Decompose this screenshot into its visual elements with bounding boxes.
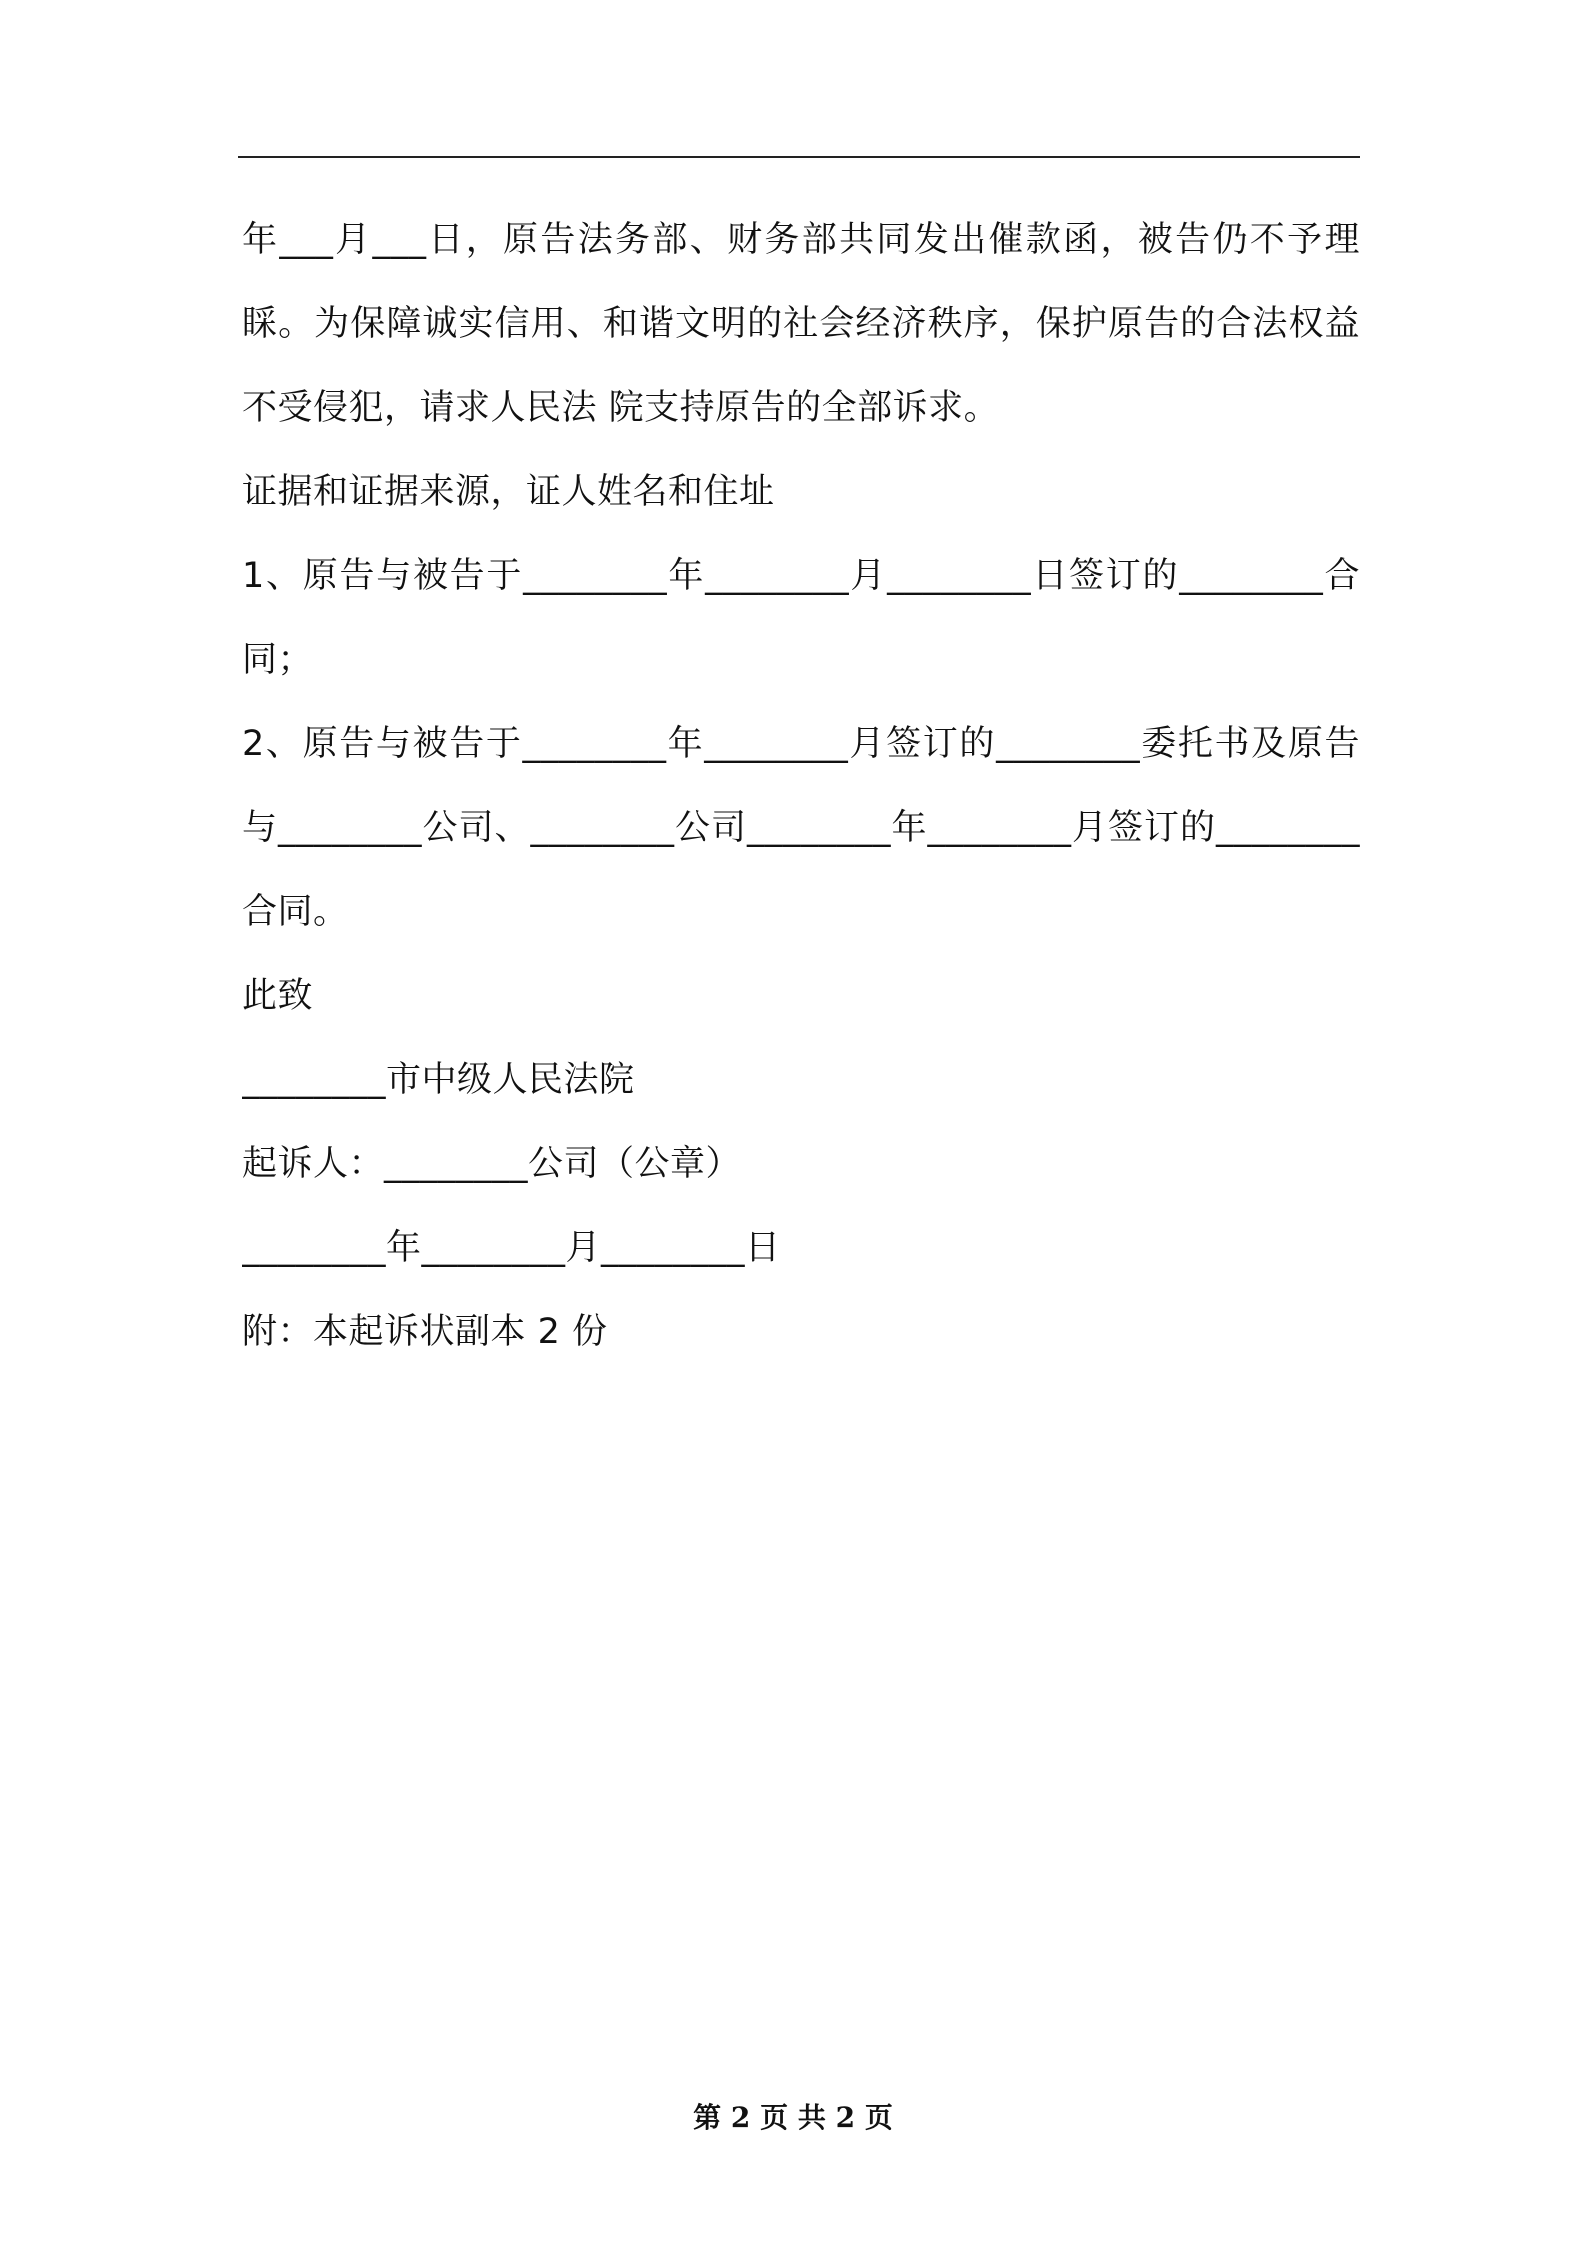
paragraph-evidence-heading: 证据和证据来源，证人姓名和住址 bbox=[242, 472, 775, 512]
page-number-footer: 第 2 页 共 2 页 bbox=[693, 2101, 893, 2134]
paragraph-court-name: ________市中级人民法院 bbox=[242, 1060, 635, 1100]
paragraph-evidence-item-1: 1、原告与被告于________年________月________日签订的________合同； bbox=[242, 556, 1360, 680]
paragraph-attachment-note: 附：本起诉状副本 2 份 bbox=[242, 1312, 608, 1352]
paragraph-evidence-item-2: 2、原告与被告于________年________月签订的________委托书及原告与________公司、________公司________年________月签订的________合同。 bbox=[242, 724, 1360, 932]
paragraph-date-line: ________年________月________日 bbox=[242, 1228, 781, 1268]
paragraph-claim-continuation: 年___月___日，原告法务部、财务部共同发出催款函，被告仍不予理睬。为保障诚实信用、和谐文明的社会经济秩序，保护原告的合法权益不受侵犯，请求人民法 院支持原告的全部诉求。 bbox=[242, 220, 1360, 428]
header-rule bbox=[238, 156, 1360, 158]
paragraph-plaintiff-signature: 起诉人：________公司（公章） bbox=[242, 1144, 742, 1184]
document-body bbox=[242, 198, 1360, 1374]
paragraph-salutation: 此致 bbox=[242, 976, 314, 1016]
